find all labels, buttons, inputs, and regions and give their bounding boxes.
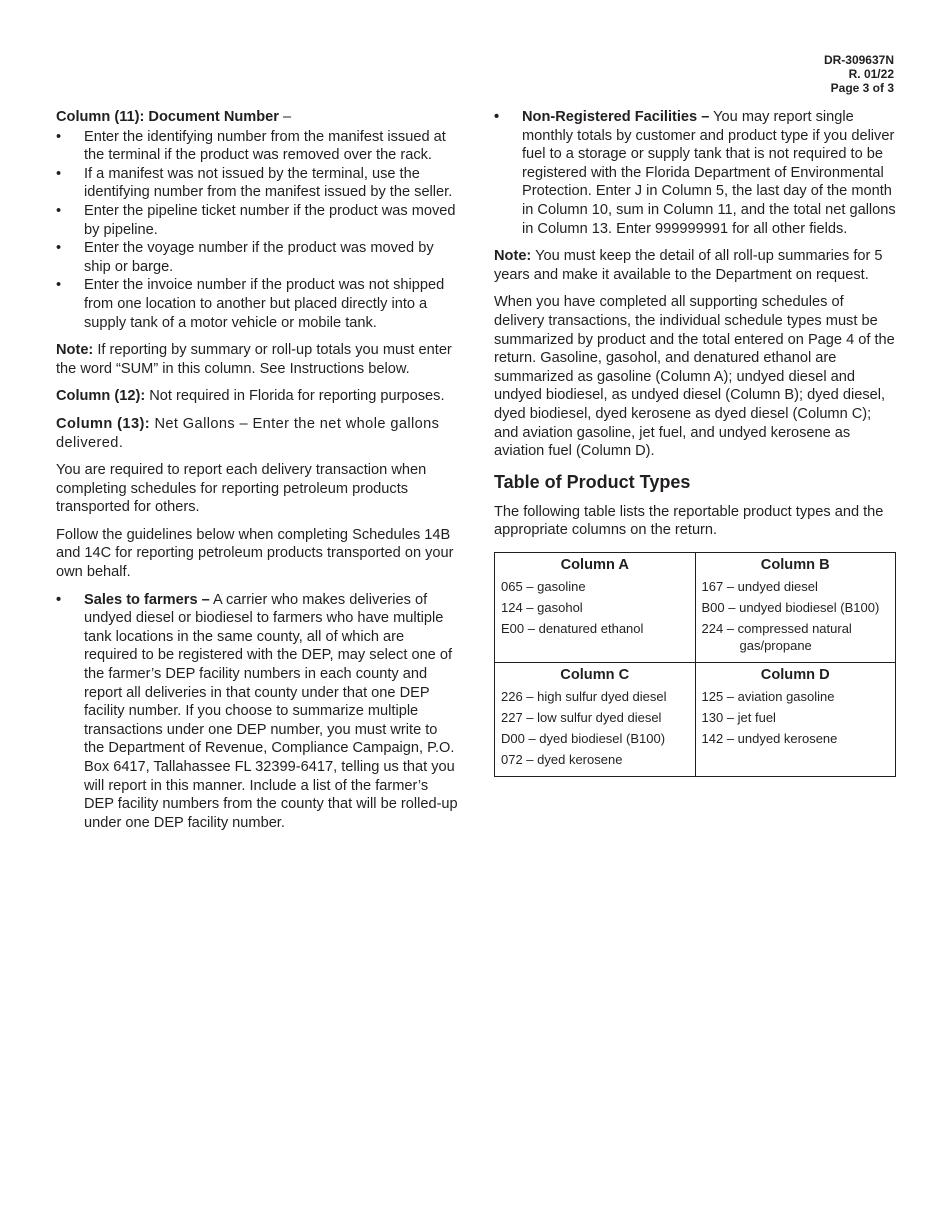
bullet-icon: • [56,277,62,294]
form-header [824,53,894,95]
bullet-icon: • [56,165,62,182]
note-sum: Note: If reporting by summary or roll-up totals you must enter the word “SUM” in this column. See Instructions below. [56,342,452,377]
column-11-heading: Column (11): Document Number – [56,109,292,125]
product-entry: B00 – undyed biodiesel (B100) [701,599,880,615]
column-c-heading: Column C [560,666,630,683]
column-b-heading: Column B [760,556,830,573]
paragraph-summary: When you have completed all supporting schedules of delivery transactions, the individual schedule types must be summarized by product and the total entered on Page 4 of the return. Gasoline, gasohol, and denatured ethanol are summarized as gasoline (Column A); undyed diesel and undyed biodiesel, as undyed diesel (Column B); dyed diesel, dyed biodiesel, dyed kerosene as dyed diesel (Column C); and aviation gasoline, jet fuel, and undyed kerosene as aviation fuel (Column D). [494,294,895,460]
form-revision: R. 01/22 [848,67,894,81]
paragraph-transport-others: You are required to report each delivery transaction when completing schedules for reporting petroleum products transported for others. [56,462,427,516]
table-row [495,662,896,776]
list-item: • Enter the pipeline ticket number if the product was moved by pipeline. [56,202,456,238]
product-entry: D00 – dyed biodiesel (B100) [501,730,666,746]
list-item: • If a manifest was not issued by the terminal, use the identifying number from the manifest issued by the seller. [56,165,453,201]
paragraph-guidelines: Follow the guidelines below when completing Schedules 14B and 14C for reporting petroleum products transported on your own behalf. [56,526,454,581]
column-b-cell [695,552,896,662]
table-intro: The following table lists the reportable product types and the appropriate columns on the return. [494,503,884,539]
column-d-cell [695,662,896,776]
product-entry-line: 224 – compressed natural [701,620,852,636]
product-entry: 065 – gasoline [501,578,586,594]
column-c-cell [495,662,696,776]
product-entry: 142 – undyed kerosene [701,730,838,746]
farmers-list [56,591,458,833]
product-entry: E00 – denatured ethanol [501,620,644,636]
product-types-table [494,552,896,777]
column-a-cell [495,552,696,662]
product-entry: 072 – dyed kerosene [501,751,623,767]
list-item: • Enter the voyage number if the product was moved by ship or barge. [56,240,434,275]
product-entry: 130 – jet fuel [701,709,776,725]
product-entry: 227 – low sulfur dyed diesel [501,709,662,725]
product-entry: 167 – undyed diesel [701,578,818,594]
nonreg-list [494,108,896,238]
right-column [494,108,896,777]
form-number: DR-309637N [823,53,894,67]
bullet-icon: • [56,591,62,608]
page-number: Page 3 of 3 [830,81,894,95]
bullet-icon: • [56,202,62,219]
left-column [56,108,458,841]
bullet-icon: • [56,240,62,257]
column-13-text: Column (13): Net Gallons – Enter the net whole gallons delivered. [56,415,440,451]
column-12-text: Column (12): Not required in Florida for reporting purposes. [56,388,445,405]
bullet-icon: • [494,109,500,125]
product-entry: 226 – high sulfur dyed diesel [501,688,667,704]
product-entry: 124 – gasohol [501,599,583,615]
product-entry: 125 – aviation gasoline [701,688,835,704]
table-row [495,552,896,662]
column-a-heading: Column A [560,556,629,573]
list-item: • Non-Registered Facilities – You may report single monthly totals by customer and product type if you deliver fuel to a storage or supply tank that is not required to be registered with the Florida Department of Environmental Protection. Enter J in Column 5, the last day of the month in Column 10, sum in Column 11, and the total net gallons in Column 13. Enter 999999991 for all other fields. [494,109,896,237]
bullet-icon: • [56,128,62,145]
product-entry [702,620,890,654]
column-11-list [56,128,458,333]
column-d-heading: Column D [760,666,830,683]
list-item: • Enter the identifying number from the manifest issued at the terminal if the product was removed over the rack. [56,128,446,164]
list-item: • Enter the invoice number if the product was not shipped from one location to another but placed directly into a supply tank of a motor vehicle or mobile tank. [56,277,445,331]
list-item: • Sales to farmers – A carrier who makes deliveries of undyed diesel or biodiesel to farmers who have multiple tank locations in the same county, all of which are required to be registered with the DEP, may select one of the farmer’s DEP facility numbers in each county and report all deliveries in that county under that one DEP facility number. If you choose to summarize multiple transactions under one DEP number, you must write to the Department of Revenue, Compliance Campaign, P.O. Box 6417, Tallahassee FL 32399-6417, telling us that you will report in this manner. Include a list of the farmer’s DEP facility numbers from the county that will be rolled-up under one DEP facility number. [56,591,458,831]
table-title: Table of Product Types [494,471,691,492]
note-rollup: Note: You must keep the detail of all roll-up summaries for 5 years and make it available to the Department on request. [494,248,883,283]
product-entry-continuation: gas/propane [739,637,812,653]
